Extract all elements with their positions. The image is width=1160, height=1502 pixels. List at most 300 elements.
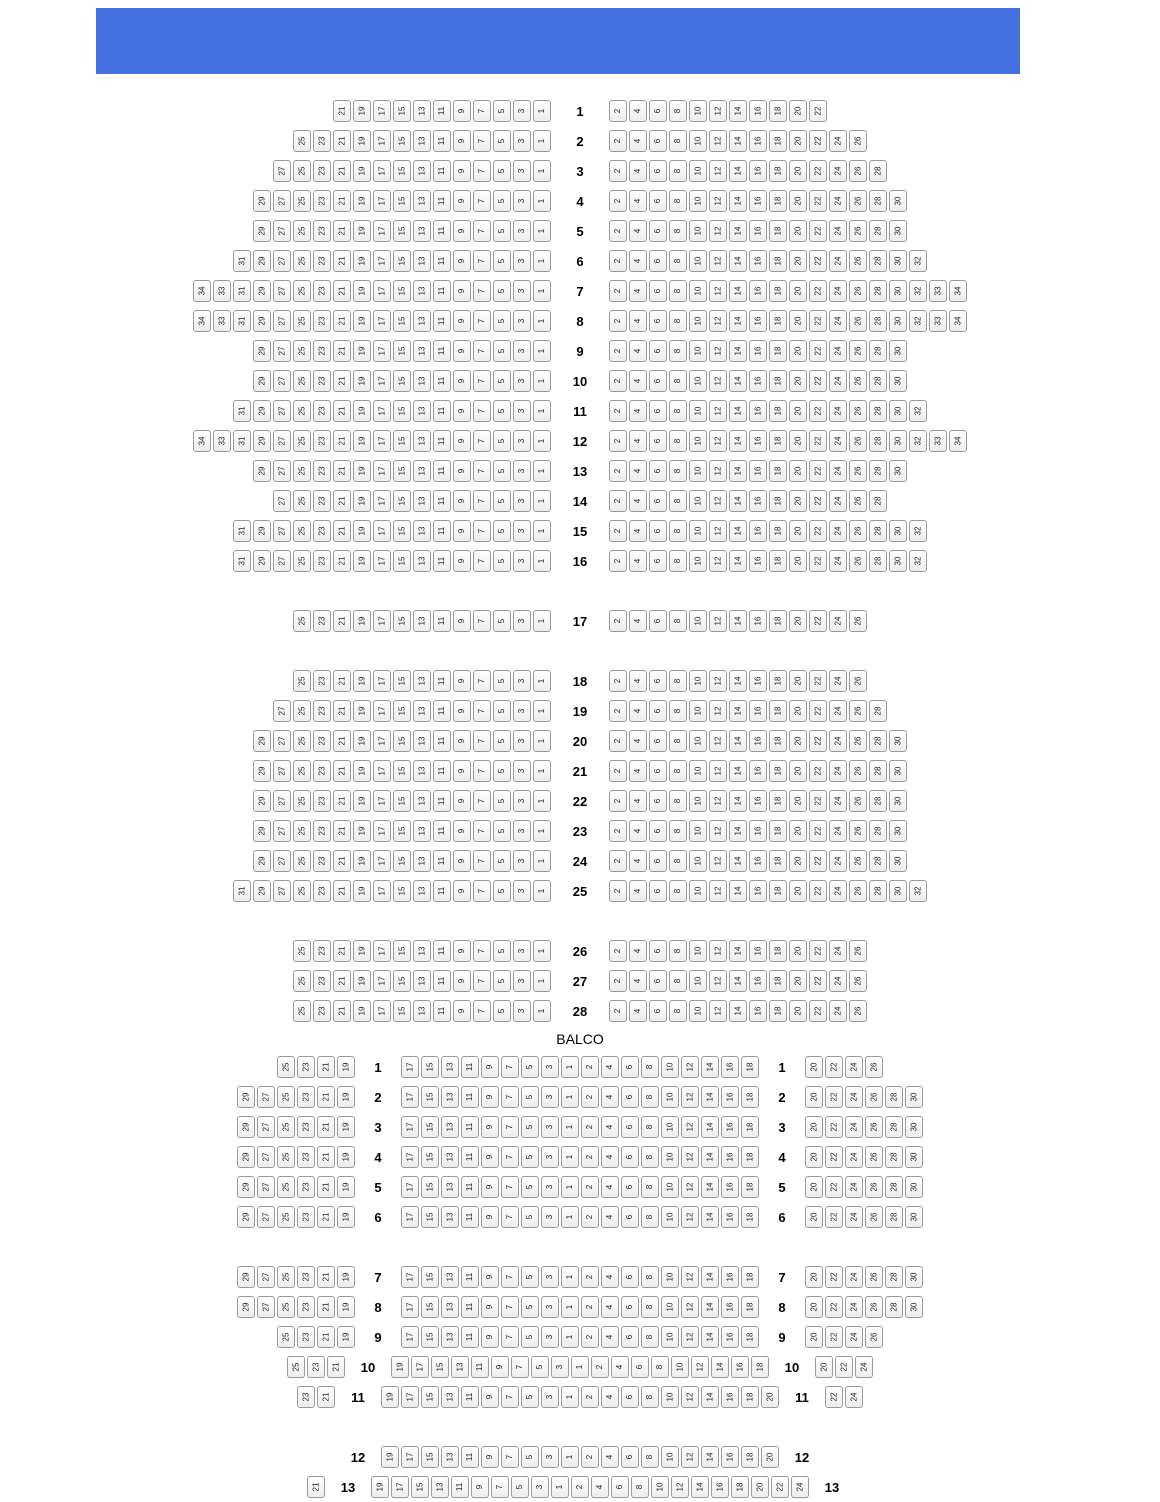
seat[interactable] [253,880,271,902]
seat[interactable] [513,160,531,182]
seat[interactable] [661,1296,679,1318]
seat[interactable] [353,700,371,722]
seat[interactable] [513,730,531,752]
seat[interactable] [461,1086,479,1108]
seat[interactable] [769,490,787,512]
seat[interactable] [769,790,787,812]
seat[interactable] [501,1446,519,1468]
seat[interactable] [829,220,847,242]
seat[interactable] [533,940,551,962]
seat[interactable] [337,1056,355,1078]
seat[interactable] [669,790,687,812]
seat[interactable] [501,1086,519,1108]
seat[interactable] [769,100,787,122]
seat[interactable] [609,160,627,182]
seat[interactable] [641,1146,659,1168]
seat[interactable] [849,880,867,902]
seat[interactable] [729,550,747,572]
seat[interactable] [381,1386,399,1408]
seat[interactable] [805,1296,823,1318]
seat[interactable] [453,820,471,842]
seat[interactable] [621,1296,639,1318]
seat[interactable] [253,820,271,842]
seat[interactable] [621,1176,639,1198]
seat[interactable] [609,700,627,722]
seat[interactable] [809,970,827,992]
seat[interactable] [277,1116,295,1138]
seat[interactable] [297,1176,315,1198]
seat[interactable] [849,250,867,272]
seat[interactable] [533,730,551,752]
seat[interactable] [849,490,867,512]
seat[interactable] [629,310,647,332]
seat[interactable] [237,1086,255,1108]
seat[interactable] [809,340,827,362]
seat[interactable] [481,1206,499,1228]
seat[interactable] [413,550,431,572]
seat[interactable] [649,940,667,962]
seat[interactable] [621,1326,639,1348]
seat[interactable] [641,1056,659,1078]
seat[interactable] [533,490,551,512]
seat[interactable] [789,340,807,362]
seat[interactable] [421,1206,439,1228]
seat[interactable] [701,1176,719,1198]
seat[interactable] [689,610,707,632]
seat[interactable] [273,370,291,392]
seat[interactable] [809,130,827,152]
seat[interactable] [689,940,707,962]
seat[interactable] [629,760,647,782]
seat[interactable] [373,310,391,332]
seat[interactable] [749,790,767,812]
seat[interactable] [433,1000,451,1022]
seat[interactable] [353,310,371,332]
seat[interactable] [413,490,431,512]
seat[interactable] [473,310,491,332]
seat[interactable] [709,220,727,242]
seat[interactable] [671,1356,689,1378]
seat[interactable] [501,1326,519,1348]
seat[interactable] [829,280,847,302]
seat[interactable] [421,1446,439,1468]
seat[interactable] [789,520,807,542]
seat[interactable] [401,1326,419,1348]
seat[interactable] [237,1266,255,1288]
seat[interactable] [721,1386,739,1408]
seat[interactable] [541,1146,559,1168]
seat[interactable] [441,1116,459,1138]
seat[interactable] [293,880,311,902]
seat[interactable] [233,310,251,332]
seat[interactable] [373,370,391,392]
seat[interactable] [769,700,787,722]
seat[interactable] [373,670,391,692]
seat[interactable] [865,1086,883,1108]
seat[interactable] [571,1356,589,1378]
seat[interactable] [393,790,411,812]
seat[interactable] [413,400,431,422]
seat[interactable] [845,1326,863,1348]
seat[interactable] [869,310,887,332]
seat[interactable] [533,310,551,332]
seat[interactable] [865,1206,883,1228]
seat[interactable] [513,850,531,872]
seat[interactable] [453,190,471,212]
seat[interactable] [513,970,531,992]
seat[interactable] [433,520,451,542]
seat[interactable] [769,820,787,842]
seat[interactable] [729,100,747,122]
seat[interactable] [433,550,451,572]
seat[interactable] [413,370,431,392]
seat[interactable] [865,1266,883,1288]
seat[interactable] [609,790,627,812]
seat[interactable] [333,370,351,392]
seat[interactable] [649,820,667,842]
seat[interactable] [373,130,391,152]
seat[interactable] [769,310,787,332]
seat[interactable] [709,550,727,572]
seat[interactable] [353,1000,371,1022]
seat[interactable] [609,670,627,692]
seat[interactable] [273,760,291,782]
seat[interactable] [649,730,667,752]
seat[interactable] [333,160,351,182]
seat[interactable] [649,490,667,512]
seat[interactable] [849,400,867,422]
seat[interactable] [473,130,491,152]
seat[interactable] [433,970,451,992]
seat[interactable] [273,250,291,272]
seat[interactable] [669,430,687,452]
seat[interactable] [661,1056,679,1078]
seat[interactable] [689,190,707,212]
seat[interactable] [473,730,491,752]
seat[interactable] [481,1086,499,1108]
seat[interactable] [729,310,747,332]
seat[interactable] [669,550,687,572]
seat[interactable] [313,880,331,902]
seat[interactable] [273,430,291,452]
seat[interactable] [849,670,867,692]
seat[interactable] [709,610,727,632]
seat[interactable] [949,430,967,452]
seat[interactable] [741,1296,759,1318]
seat[interactable] [413,430,431,452]
seat[interactable] [629,700,647,722]
seat[interactable] [393,310,411,332]
seat[interactable] [533,700,551,722]
seat[interactable] [809,940,827,962]
seat[interactable] [741,1326,759,1348]
seat[interactable] [401,1296,419,1318]
seat[interactable] [909,550,927,572]
seat[interactable] [513,760,531,782]
seat[interactable] [353,940,371,962]
seat[interactable] [849,1000,867,1022]
seat[interactable] [601,1206,619,1228]
seat[interactable] [889,370,907,392]
seat[interactable] [649,340,667,362]
seat[interactable] [789,400,807,422]
seat[interactable] [681,1146,699,1168]
seat[interactable] [561,1326,579,1348]
seat[interactable] [561,1176,579,1198]
seat[interactable] [729,490,747,512]
seat[interactable] [451,1356,469,1378]
seat[interactable] [257,1116,275,1138]
seat[interactable] [353,250,371,272]
seat[interactable] [789,490,807,512]
seat[interactable] [769,970,787,992]
seat[interactable] [333,400,351,422]
seat[interactable] [889,880,907,902]
seat[interactable] [533,790,551,812]
seat[interactable] [749,700,767,722]
seat[interactable] [681,1116,699,1138]
seat[interactable] [905,1266,923,1288]
seat[interactable] [641,1326,659,1348]
seat[interactable] [601,1146,619,1168]
seat[interactable] [401,1116,419,1138]
seat[interactable] [293,730,311,752]
seat[interactable] [729,730,747,752]
seat[interactable] [629,850,647,872]
seat[interactable] [293,820,311,842]
seat[interactable] [513,880,531,902]
seat[interactable] [909,250,927,272]
seat[interactable] [741,1176,759,1198]
seat[interactable] [513,520,531,542]
seat[interactable] [889,850,907,872]
seat[interactable] [413,760,431,782]
seat[interactable] [805,1056,823,1078]
seat[interactable] [849,610,867,632]
seat[interactable] [453,280,471,302]
seat[interactable] [277,1206,295,1228]
seat[interactable] [649,130,667,152]
seat[interactable] [749,190,767,212]
seat[interactable] [749,610,767,632]
seat[interactable] [669,880,687,902]
seat[interactable] [669,280,687,302]
seat[interactable] [689,670,707,692]
seat[interactable] [669,760,687,782]
seat[interactable] [869,520,887,542]
seat[interactable] [741,1206,759,1228]
seat[interactable] [237,1296,255,1318]
seat[interactable] [461,1146,479,1168]
seat[interactable] [661,1446,679,1468]
seat[interactable] [629,130,647,152]
seat[interactable] [501,1266,519,1288]
seat[interactable] [709,700,727,722]
seat[interactable] [533,220,551,242]
seat[interactable] [273,190,291,212]
seat[interactable] [451,1476,469,1498]
seat[interactable] [629,250,647,272]
seat[interactable] [273,460,291,482]
seat[interactable] [453,970,471,992]
seat[interactable] [513,190,531,212]
seat[interactable] [421,1176,439,1198]
seat[interactable] [865,1326,883,1348]
seat[interactable] [293,460,311,482]
seat[interactable] [741,1146,759,1168]
seat[interactable] [669,340,687,362]
seat[interactable] [709,460,727,482]
seat[interactable] [869,880,887,902]
seat[interactable] [433,880,451,902]
seat[interactable] [253,310,271,332]
seat[interactable] [869,220,887,242]
seat[interactable] [373,940,391,962]
seat[interactable] [591,1476,609,1498]
seat[interactable] [729,220,747,242]
seat[interactable] [749,130,767,152]
seat[interactable] [257,1296,275,1318]
seat[interactable] [909,430,927,452]
seat[interactable] [441,1086,459,1108]
seat[interactable] [421,1326,439,1348]
seat[interactable] [253,760,271,782]
seat[interactable] [869,820,887,842]
seat[interactable] [551,1476,569,1498]
seat[interactable] [601,1266,619,1288]
seat[interactable] [669,190,687,212]
seat[interactable] [849,280,867,302]
seat[interactable] [521,1266,539,1288]
seat[interactable] [313,1000,331,1022]
seat[interactable] [471,1356,489,1378]
seat[interactable] [513,550,531,572]
seat[interactable] [413,610,431,632]
seat[interactable] [373,100,391,122]
seat[interactable] [649,160,667,182]
seat[interactable] [769,160,787,182]
seat[interactable] [233,280,251,302]
seat[interactable] [869,790,887,812]
seat[interactable] [373,460,391,482]
seat[interactable] [473,550,491,572]
seat[interactable] [237,1116,255,1138]
seat[interactable] [629,100,647,122]
seat[interactable] [829,310,847,332]
seat[interactable] [629,820,647,842]
seat[interactable] [889,220,907,242]
seat[interactable] [533,130,551,152]
seat[interactable] [473,160,491,182]
seat[interactable] [391,1476,409,1498]
seat[interactable] [621,1446,639,1468]
seat[interactable] [885,1296,903,1318]
seat[interactable] [521,1206,539,1228]
seat[interactable] [789,310,807,332]
seat[interactable] [649,430,667,452]
seat[interactable] [293,250,311,272]
seat[interactable] [845,1056,863,1078]
seat[interactable] [669,160,687,182]
seat[interactable] [709,430,727,452]
seat[interactable] [681,1086,699,1108]
seat[interactable] [889,430,907,452]
seat[interactable] [493,370,511,392]
seat[interactable] [769,280,787,302]
seat[interactable] [393,370,411,392]
seat[interactable] [473,100,491,122]
seat[interactable] [621,1056,639,1078]
seat[interactable] [237,1206,255,1228]
seat[interactable] [571,1476,589,1498]
seat[interactable] [393,250,411,272]
seat[interactable] [413,190,431,212]
seat[interactable] [353,280,371,302]
seat[interactable] [513,340,531,362]
seat[interactable] [493,100,511,122]
seat[interactable] [411,1476,429,1498]
seat[interactable] [829,190,847,212]
seat[interactable] [829,670,847,692]
seat[interactable] [333,130,351,152]
seat[interactable] [669,850,687,872]
seat[interactable] [669,130,687,152]
seat[interactable] [293,520,311,542]
seat[interactable] [651,1476,669,1498]
seat[interactable] [789,370,807,392]
seat[interactable] [493,790,511,812]
seat[interactable] [729,460,747,482]
seat[interactable] [393,190,411,212]
seat[interactable] [689,460,707,482]
seat[interactable] [721,1266,739,1288]
seat[interactable] [493,820,511,842]
seat[interactable] [845,1296,863,1318]
seat[interactable] [333,310,351,332]
seat[interactable] [849,220,867,242]
seat[interactable] [749,460,767,482]
seat[interactable] [521,1386,539,1408]
seat[interactable] [513,790,531,812]
seat[interactable] [889,550,907,572]
seat[interactable] [741,1116,759,1138]
seat[interactable] [669,940,687,962]
seat[interactable] [749,880,767,902]
seat[interactable] [353,730,371,752]
seat[interactable] [611,1356,629,1378]
seat[interactable] [609,550,627,572]
seat[interactable] [313,280,331,302]
seat[interactable] [413,850,431,872]
seat[interactable] [521,1116,539,1138]
seat[interactable] [809,790,827,812]
seat[interactable] [337,1176,355,1198]
seat[interactable] [441,1146,459,1168]
seat[interactable] [293,1000,311,1022]
seat[interactable] [307,1356,325,1378]
seat[interactable] [373,850,391,872]
seat[interactable] [621,1146,639,1168]
seat[interactable] [373,550,391,572]
seat[interactable] [641,1386,659,1408]
seat[interactable] [313,670,331,692]
seat[interactable] [641,1296,659,1318]
seat[interactable] [721,1086,739,1108]
seat[interactable] [393,550,411,572]
seat[interactable] [689,820,707,842]
seat[interactable] [433,250,451,272]
seat[interactable] [353,610,371,632]
